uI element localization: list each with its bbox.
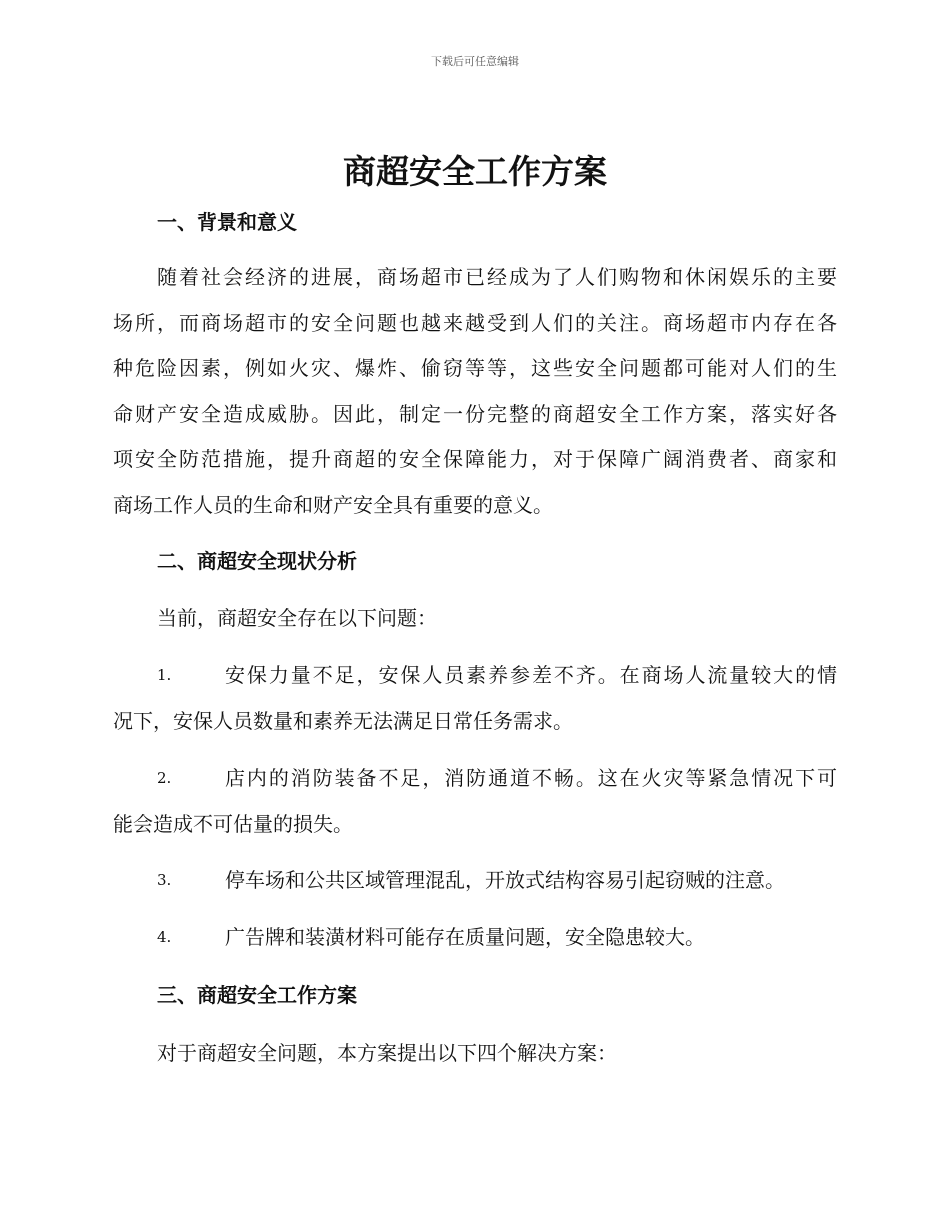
header-note: 下载后可任意编辑 [431,55,519,68]
list-item [113,858,837,904]
paragraph-line: 种危险因素，例如火灾、爆炸、偷窃等等，这些安全问题都可能对人们的生 [113,356,837,380]
list-number: 2. [157,769,172,787]
list-item-line: 安保力量不足，安保人员素养参差不齐。在商场人流量较大的情 [225,663,837,687]
list-item-line: 店内的消防装备不足，消防通道不畅。这在火灾等紧急情况下可 [225,766,837,790]
list-item-line: 停车场和公共区域管理混乱，开放式结构容易引起窃贼的注意。 [225,868,785,892]
background-paragraph [113,255,837,528]
list-number: 3. [157,871,172,889]
paragraph-line: 命财产安全造成威胁。因此，制定一份完整的商超安全工作方案，落实好各 [113,401,837,426]
paragraph-line: 商场工作人员的生命和财产安全具有重要的意义。 [113,492,553,517]
list-item-line: 况下，安保人员数量和素养无法满足日常任务需求。 [113,708,573,733]
plan-intro: 对于商超安全问题，本方案提出以下四个解决方案： [157,1041,617,1065]
section-heading-analysis: 二、商超安全现状分析 [157,549,357,573]
section-heading-plan: 三、商超安全工作方案 [157,983,357,1007]
paragraph-line: 项安全防范措施，提升商超的安全保障能力，对于保障广阔消费者、商家和 [113,447,837,471]
list-item-line: 能会造成不可估量的损失。 [113,811,353,836]
list-item-line: 广告牌和装潢材料可能存在质量问题，安全隐患较大。 [225,925,705,949]
analysis-intro: 当前，商超安全存在以下问题： [157,606,437,630]
list-number: 4. [157,928,172,946]
paragraph-line: 场所，而商场超市的安全问题也越来越受到人们的关注。商场超市内存在各 [113,310,837,335]
list-item [113,653,837,744]
list-item [113,756,837,847]
section-heading-background: 一、背景和意义 [157,210,297,234]
list-number: 1. [157,666,172,684]
paragraph-line: 随着社会经济的进展，商场超市已经成为了人们购物和休闲娱乐的主要 [157,265,837,289]
list-item [113,915,837,961]
document-title: 商超安全工作方案 [343,152,607,191]
